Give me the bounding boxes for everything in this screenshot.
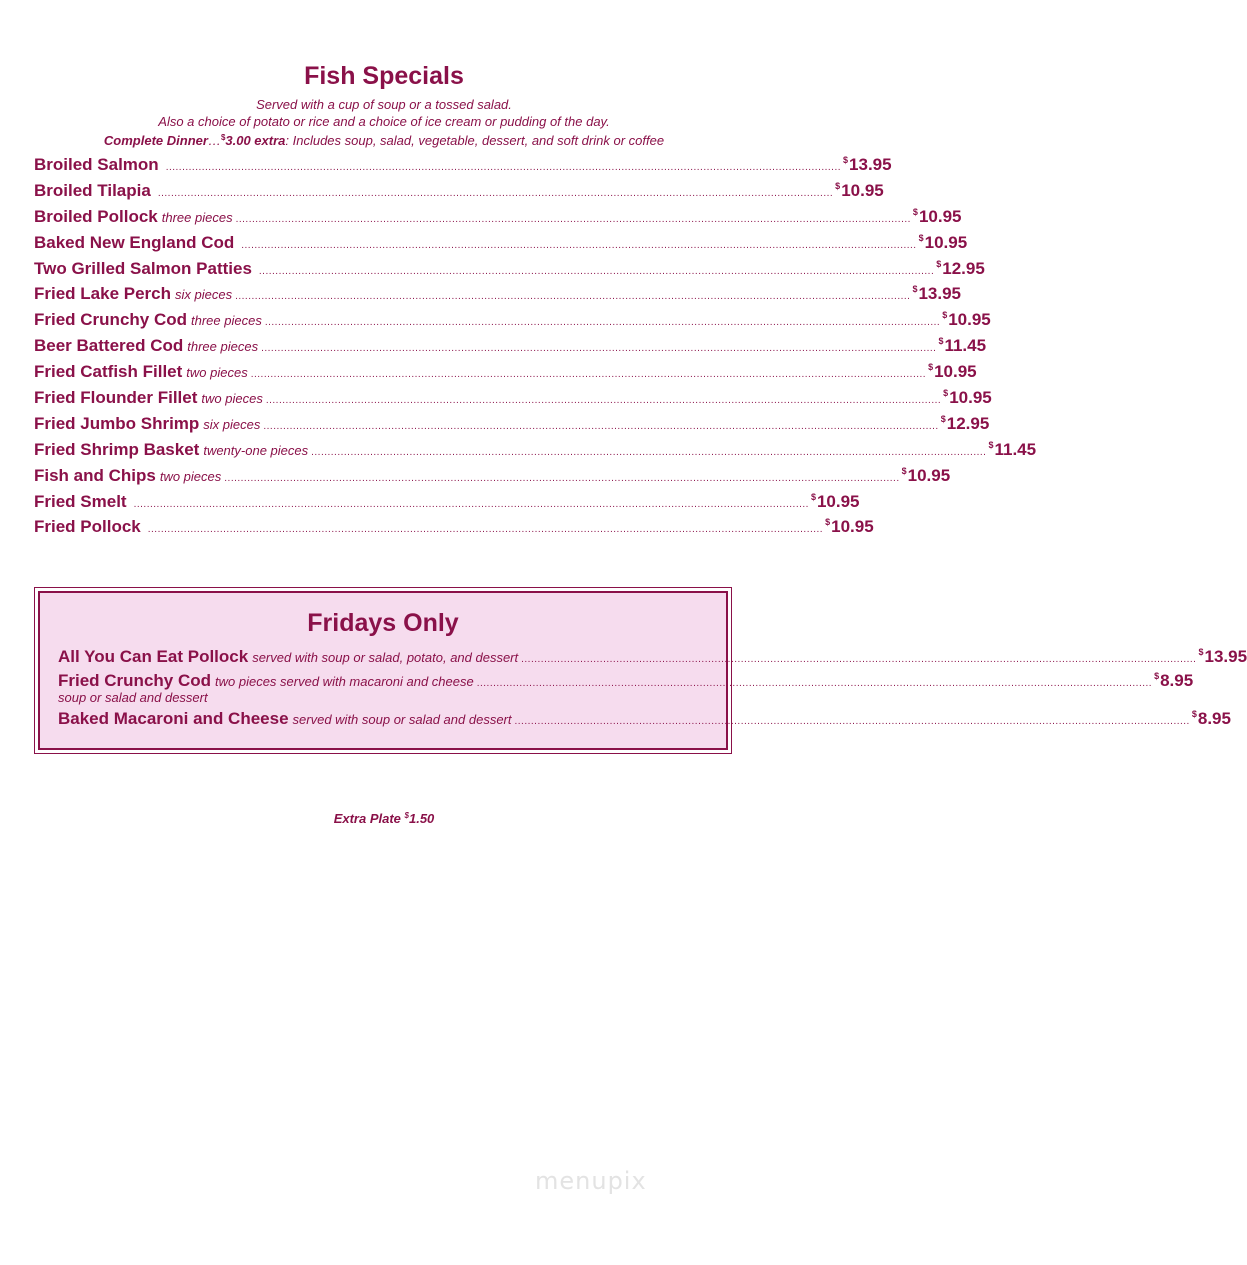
currency-symbol: $ [835, 180, 841, 191]
item-name: Baked New England Cod [34, 232, 235, 252]
menu-item [34, 284, 961, 310]
dot-leader: .............................................................................................................................................................................................................. [224, 472, 900, 484]
currency-symbol: $ [1191, 709, 1197, 719]
watermark-logo: menupix [535, 1167, 647, 1195]
price-value: 10.95 [948, 310, 991, 330]
item-price [912, 284, 961, 304]
item-note-continued: soup or salad and dessert [58, 690, 208, 705]
item-name: Fried Catfish Fillet [34, 362, 183, 382]
intro-text [0, 97, 768, 150]
item-price [941, 414, 990, 434]
item-name: Fried Smelt [34, 491, 127, 511]
item-name: All You Can Eat Pollock [58, 647, 249, 666]
item-name: Broiled Salmon [34, 155, 159, 174]
item-name: Broiled Tilapia [34, 180, 151, 200]
price-value: 11.45 [944, 336, 987, 356]
item-note: two pieces [186, 365, 248, 381]
menu-item [34, 232, 968, 259]
item-price [943, 388, 992, 408]
price-value: 12.95 [946, 413, 990, 433]
item-name: Beer Battered Cod [34, 336, 184, 356]
dot-leader: .............................................................................................................................................................................................................. [235, 291, 911, 303]
complete-dinner-price: 3.00 extra [225, 133, 286, 148]
menu-item [34, 491, 860, 518]
currency-symbol: $ [940, 413, 946, 424]
complete-dinner-label: Complete Dinner [103, 133, 208, 148]
dot-leader: .............................................................................................................................................................................................................. [514, 716, 1190, 727]
currency-symbol: $ [825, 517, 831, 528]
item-price [913, 207, 962, 227]
item-price [938, 336, 986, 356]
price-value: 8.95 [1160, 671, 1194, 690]
item-price [811, 492, 860, 512]
complete-dinner-line [0, 130, 768, 150]
currency-symbol: $ [912, 284, 918, 295]
page-title: Fish Specials [304, 62, 464, 90]
dot-leader: .............................................................................................................................................................................................................. [258, 265, 935, 277]
friday-item [58, 647, 1247, 671]
complete-dinner-currency: $ [220, 133, 226, 142]
currency-symbol: $ [936, 258, 942, 269]
extra-plate [0, 811, 768, 826]
dot-leader: .............................................................................................................................................................................................................. [476, 678, 1153, 689]
dot-leader: .............................................................................................................................................................................................................. [263, 420, 939, 432]
currency-symbol: $ [918, 232, 924, 243]
fridays-only-list [58, 647, 1247, 733]
dot-leader: .............................................................................................................................................................................................................. [521, 654, 1197, 665]
item-price [928, 362, 977, 382]
price-value: 10.95 [918, 206, 962, 226]
item-note: twenty-one pieces [203, 442, 309, 458]
item-name: Fried Flounder Fillet [34, 388, 198, 408]
item-name: Fish and Chips [34, 465, 156, 485]
currency-symbol: $ [928, 362, 934, 373]
item-price [988, 440, 1036, 460]
item-name: Fried Pollock [34, 517, 141, 537]
price-value: 12.95 [942, 258, 985, 278]
currency-symbol: $ [1154, 671, 1160, 681]
price-value: 10.95 [831, 517, 874, 537]
menu-item [34, 362, 977, 388]
item-note: three pieces [187, 339, 259, 355]
item-price [825, 517, 874, 537]
item-price [936, 259, 985, 279]
item-price [902, 466, 951, 486]
item-note: three pieces [161, 209, 233, 225]
price-value: 13.95 [918, 284, 961, 304]
menu-item [34, 310, 991, 336]
item-price [835, 181, 884, 201]
item-name: Two Grilled Salmon Patties [34, 258, 252, 278]
dot-leader: .............................................................................................................................................................................................................. [241, 239, 917, 251]
friday-item [58, 709, 1231, 733]
dot-leader: .............................................................................................................................................................................................................. [133, 498, 809, 510]
currency-symbol: $ [912, 206, 918, 217]
dot-leader: .............................................................................................................................................................................................................. [261, 343, 937, 355]
dot-leader: .............................................................................................................................................................................................................. [235, 213, 911, 225]
item-note: served with soup or salad, potato, and dessert [252, 650, 519, 665]
item-price [843, 155, 892, 175]
menu-item [34, 258, 985, 285]
menu-item [34, 155, 892, 181]
dot-leader: .............................................................................................................................................................................................................. [165, 162, 842, 173]
price-value: 10.95 [934, 362, 977, 382]
price-value: 10.95 [907, 465, 951, 485]
currency-symbol: $ [843, 155, 849, 165]
fridays-only-title: Fridays Only [307, 609, 459, 637]
item-note: two pieces [201, 391, 263, 407]
currency-symbol: $ [810, 491, 816, 502]
price-value: 10.95 [816, 491, 860, 511]
item-note: three pieces [191, 313, 262, 329]
item-note: six pieces [175, 287, 233, 303]
intro-line-2: Also a choice of potato or rice and a choice of ice cream or pudding of the day. [158, 113, 610, 129]
item-name: Broiled Pollock [34, 206, 158, 226]
item-price [1198, 647, 1247, 667]
price-value: 10.95 [949, 388, 992, 408]
currency-symbol: $ [901, 465, 907, 476]
complete-dinner-description: : Includes soup, salad, vegetable, dessert, and soft drink or coffee [285, 133, 665, 148]
item-price [919, 233, 968, 253]
item-name: Fried Jumbo Shrimp [34, 413, 200, 433]
extra-plate-price: 1.50 [408, 811, 435, 826]
dot-leader: .............................................................................................................................................................................................................. [311, 446, 987, 458]
item-name: Fried Crunchy Cod [58, 671, 212, 690]
dot-leader: .............................................................................................................................................................................................................. [147, 524, 824, 536]
menu-item [34, 180, 884, 207]
item-name: Fried Lake Perch [34, 284, 172, 304]
price-value: 13.95 [1204, 647, 1247, 666]
dot-leader: .............................................................................................................................................................................................................. [264, 317, 941, 329]
price-value: 13.95 [849, 155, 892, 174]
price-value: 8.95 [1197, 709, 1231, 728]
menu-item [34, 413, 990, 440]
item-name: Fried Crunchy Cod [34, 310, 188, 330]
fridays-only-box [34, 587, 1247, 754]
currency-symbol: $ [988, 439, 994, 450]
fridays-only-panel [38, 591, 1247, 750]
item-note: six pieces [203, 416, 261, 432]
menu-item [34, 465, 951, 492]
intro-line-1: Served with a cup of soup or a tossed salad. [256, 97, 512, 112]
item-note: two pieces served with macaroni and cheese [215, 674, 474, 689]
menu-item [34, 517, 874, 543]
item-name: Baked Macaroni and Cheese [58, 709, 289, 728]
extra-plate-label: Extra Plate [333, 811, 401, 826]
price-value: 10.95 [924, 232, 968, 252]
item-note: served with soup or salad and dessert [292, 712, 512, 727]
item-price [942, 310, 991, 330]
item-price [1192, 709, 1231, 729]
price-value: 10.95 [841, 180, 884, 200]
menu-item [34, 206, 962, 233]
dot-leader: .............................................................................................................................................................................................................. [265, 395, 942, 407]
menu-item [34, 388, 992, 414]
dot-leader: .............................................................................................................................................................................................................. [250, 369, 927, 381]
currency-symbol: $ [943, 388, 949, 399]
fish-specials-list [34, 155, 1037, 543]
menu-item [34, 439, 1037, 466]
item-name: Fried Shrimp Basket [34, 439, 200, 459]
item-note: two pieces [159, 468, 222, 484]
currency-symbol: $ [1198, 647, 1204, 657]
complete-dinner-separator: … [207, 133, 221, 148]
dot-leader: .............................................................................................................................................................................................................. [157, 187, 834, 199]
price-value: 11.45 [994, 439, 1037, 459]
item-price [1154, 671, 1193, 691]
currency-symbol: $ [404, 811, 409, 820]
currency-symbol: $ [942, 310, 948, 321]
menu-item [34, 336, 987, 362]
currency-symbol: $ [938, 336, 944, 347]
